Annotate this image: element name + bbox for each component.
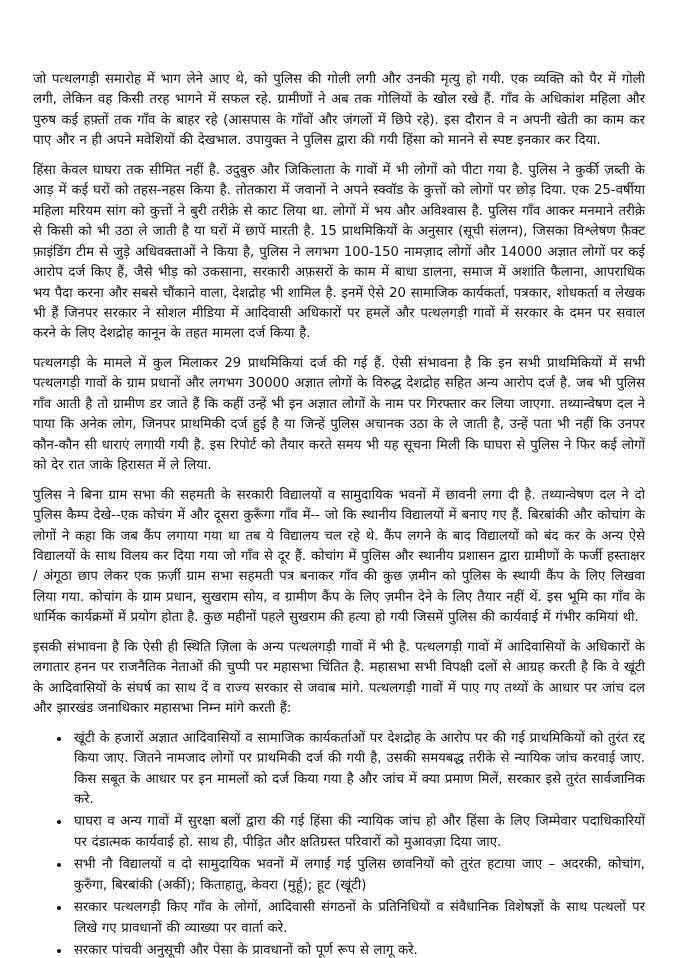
demands-list <box>33 729 645 958</box>
paragraph-mahasabha-demands-intro: इसकी संभावना है कि ऐसी ही स्थिति ज़िला के अन्य पत्थलगड़ी गावों में भी है. पत्थलगड़ी गावों में आदिवासियों के अधिकारों के लगातार हनन पर राजनैतिक नेताओं की चुप्पी पर महासभा चिंतित है. महासभा सभी विपक्षी दलों से आग्रह करती है कि वे खूंटी के आदिवासियों के संघर्ष का साथ दें व राज्य सरकार से जवाब मांगे. पत्थलगड़ी गावों में पाए गए तथ्यों के आधार पर जांच दल और झारखंड जनाधिकार महासभा निम्न मांगे करती हैं: <box>33 639 645 717</box>
demand-item-implement-pesa: • सरकार पांचवी अनुसूची और पेसा के प्रावधानों को पूर्ण रूप से लागू करे. <box>71 941 645 958</box>
document-content <box>33 70 645 958</box>
demand-item-dialogue: • सरकार पत्थलगड़ी किए गाँव के लोगों, आदिवासी संगठनों के प्रतिनिधियों व संवैधानिक विशेषज्ञों के साथ पत्थलों पर लिखे गए प्रावधानों की व्याख्या पर वार्ता करे. <box>71 898 645 939</box>
paragraph-firs-count: पत्थलगड़ी के मामले में कुल मिलाकर 29 प्राथमिकियां दर्ज की गई हैं. ऐसी संभावना है कि इन सभी प्राथमिकियों में सभी पत्थलगड़ी गावों के ग्राम प्रधानों और लगभग 30000 अज्ञात लोगों के विरुद्ध देशद्रोह सहित अन्य आरोप दर्ज है. जब भी पुलिस गाँव आती है तो ग्रामीण डर जाते हैं कि कहीं उन्हें भी इन अज्ञात लोगों के नाम पर गिरफ्तार कर लिया जाएगा. तथ्यान्वेषण दल ने पाया कि अनेक लोग, जिनपर प्राथमिकी दर्ज हुई है या जिन्हें पुलिस अचानक उठा के ले जाती है, उन्हें पता भी नहीं कि उनपर कौन-कौन सी धाराएं लगायी गयी है. इस रिपोर्ट को तैयार करते समय भी यह सूचना मिली कि घाघरा से पुलिस ने फिर कई लोगों को देर रात जाके हिरासत में ले लिया. <box>33 355 645 474</box>
demand-item-cancel-firs: • खूंटी के हजारों अज्ञात आदिवासियों व सामाजिक कार्यकर्ताओं पर देशद्रोह के आरोप पर की गई प्राथमिकियों को तुरंत रद्द किया जाए. जितने नामजाद लोगों पर प्राथमिकी दर्ज की गयी है, उसकी समयबद्ध तरीके से न्यायिक जांच करवाई जाए. किस सबूत के आधार पर इन मामलों को दर्ज किया गया है और जांच में क्या प्रमाण मिलें, सरकार इसे तुरंत सार्वजानिक करे. <box>71 729 645 811</box>
paragraph-shooting-victims: जो पत्थलगड़ी समारोह में भाग लेने आए थे, को पुलिस की गोली लगी और उनकी मृत्यु हो गयी. एक व्यक्ति को पैर में गोली लगी, लेकिन वह किसी तरह भागने में सफल रहे. ग्रामीणों ने अब तक गोलियों के खोल रखे हैं. गाँव के अधिकांश महिला और पुरुष कई हफ़्तों तक गाँव के बाहर रहे (आसपास के गाँवों और जंगलों में छिपे रहे). इस दौरान वे न अपनी खेती का काम कर पाए और न ही अपने मवेशियों की देखभाल. उपायुक्त ने पुलिस द्वारा की गयी हिंसा को मानने से स्पष्ट इनकार कर दिया. <box>33 72 645 149</box>
paragraph-violence-beyond-ghaghra: हिंसा केवल घाघरा तक सीमित नहीं है. उदुबुरु और जिकिलाता के गावों में भी लोगों को पीटा गया है. पुलिस ने कुर्की ज़ब्ती के आड़ में कई घरों को तहस-नहस किया है. तोतकारा में जवानों ने अपने स्क्वॉड के कुत्तों को लोगों पर छोड़ दिया. एक 25-वर्षीया महिला मरियम सांग को कुत्तों ने बुरी तरीक़े से काट लिया था. लोगों में भय और अविश्वास है. पुलिस गाँव आकर मनमाने तरीक़े से किसी को भी उठा ले जाती है या घरों में छापें मारती है. 15 प्राथमिकियों के अनुसार (सूची संलग्न), जिसका विश्लेषण फ़ैक्ट फ़ाइंडिंग टीम से जुड़े अधिवक्ताओं ने किया है, पुलिस ने लगभग 100-150 नामज़ाद लोगों और 14000 अज्ञात लोगों पर कई आरोप दर्ज किए हैं, जैसे भीड़ को उकसाना, सरकारी अफ़सरों के काम में बाधा डालना, समाज में अशांति फैलाना, आपराधिक भय पैदा करना और सबसे चौंकाने वाला, देशद्रोह भी शामिल है. इनमें ऐसे 20 सामाजिक कार्यकर्ता, पत्रकार, शोधकर्ता व लेखक भी हैं जिनपर सरकार ने सोशल मीडिया में आदिवासी अधिकारों पर हमलें और पत्थलगड़ी गावों में सरकार के दमन पर सवाल करने के लिए देशद्रोह कानून के तहत मामला दर्ज किया है. <box>33 162 645 342</box>
demand-item-remove-camps: • सभी नौ विद्यालयों व दो सामुदायिक भवनों में लगाई गई पुलिस छावनियों को तुरंत हटाया जाए – अदरकी, कोचांग, कुरुँगा, बिरबांकी (अर्की); किताहातु, केवरा (मुर्हू); हूट (खूंटी) <box>71 855 645 896</box>
demand-item-judicial-inquiry: • घाघरा व अन्य गावों में सुरक्षा बलों द्वारा की गई हिंसा की न्यायिक जांच हो और हिंसा के लिए जिम्मेवार पदाधिकारियों पर दंडात्मक कार्यवाई हो. साथ ही, पीड़ित और क्षतिग्रस्त परिवारों को मुआवज़ा दिया जाए. <box>71 812 645 853</box>
paragraph-police-camps: पुलिस ने बिना ग्राम सभा की सहमती के सरकारी विद्यालयों व सामुदायिक भवनों में छावनी लगा दी है. तथ्यान्वेषण दल ने दो पुलिस कैम्प देखे--एक कोचंग में और दूसरा कुरूँगा गाँव में-- जो कि स्थानीय विद्यालयों में बनाए गए हैं. बिरबांकी और कोचांग के लोगों ने कहा कि जब कैंप लगाया गया था तब ये विद्यालय चल रहे थे. कैंप लगने के बाद विद्यालयों को बंद कर के अन्य ऐसे विद्यालयों के साथ विलय कर दिया गया जो गाँव से दूर हैं. कोचांग में पुलिस और स्थानीय प्रशासन द्वारा ग्रामीणों के फर्जी हस्ताक्षर / अंगूठा छाप लेकर एक फ़र्ज़ी ग्राम सभा सहमती पत्र बनाकर गाँव की कुछ ज़मीन को पुलिस के स्थायी कैंप के लिए लिखवा लिया गया. कोचांग के ग्राम प्रधान, सुखराम सोय, व ग्रामीण कैंप के लिए ज़मीन देने के लिए तैयार नहीं थें. इस भूमि का गाँव के धार्मिक कार्यक्रमों में प्रयोग होता है. कुछ महीनों पहले सुखराम की हत्या हो गयी जिसमें पुलिस की कार्यवाई में गंभीर कमियां थी. <box>33 487 645 626</box>
